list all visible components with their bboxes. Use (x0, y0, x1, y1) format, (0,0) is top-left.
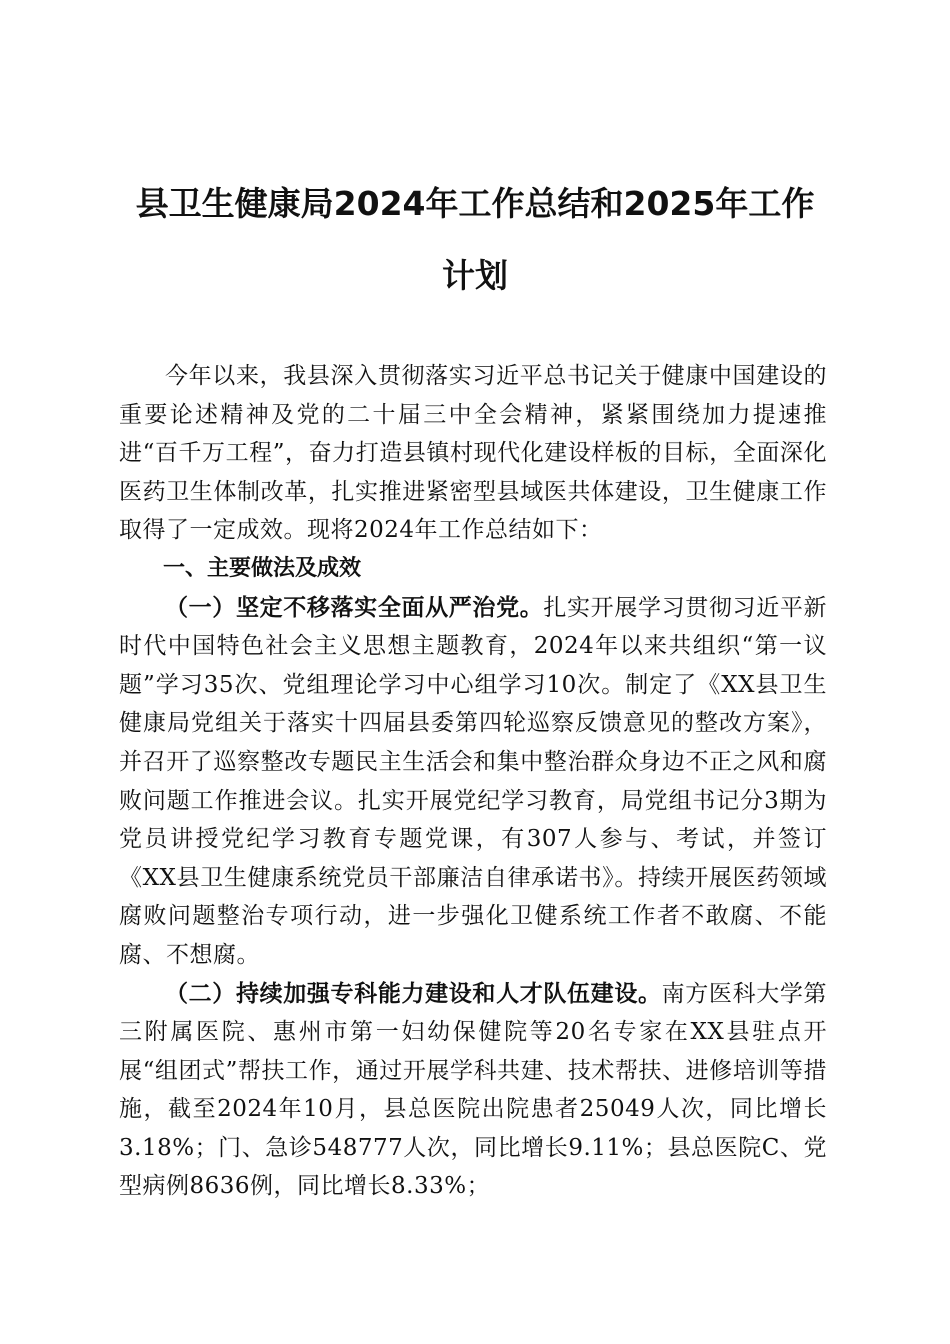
paragraph-item-2 (119, 975, 827, 1207)
intro-paragraph: 今年以来，我县深入贯彻落实习近平总书记关于健康中国建设的重要论述精神及党的二十届三中全会精神，紧紧围绕加力提速推进“百千万工程”，奋力打造县镇村现代化建设样板的目标，全面深化医药卫生体制改革，扎实推进紧密型县域医共体建设，卫生健康工作取得了一定成效。现将2024年工作总结如下： (119, 363, 827, 544)
item-2-lead: （二）持续加强专科能力建设和人才队伍建设。 (165, 980, 662, 1007)
item-1-lead: （一）坚定不移落实全面从严治党。 (165, 594, 544, 621)
section-heading-1: 一、主要做法及成效 (163, 555, 362, 581)
item-2-body: 南方医科大学第三附属医院、惠州市第一妇幼保健院等20名专家在XX县驻点开展“组团式”帮扶工作，通过开展学科共建、技术帮扶、进修培训等措施，截至2024年10月，县总医院出院患者25049人次，同比增长3.18%；门、急诊548777人次，同比增长9.11%；县总医院C、党型病例8636例，同比增长8.33%； (119, 980, 828, 1200)
title-line-2: 计划 (442, 256, 508, 295)
paragraph-item-1 (119, 589, 827, 975)
item-1-body: 扎实开展学习贯彻习近平新时代中国特色社会主义思想主题教育，2024年以来共组织“第一议题”学习35次、党组理论学习中心组学习10次。制定了《XX县卫生健康局党组关于落实十四届县委第四轮巡察反馈意见的整改方案》，并召开了巡察整改专题民主生活会和集中整治群众身边不正之风和腐败问题工作推进会议。扎实开展党纪学习教育，局党组书记分3期为党员讲授党纪学习教育专题党课，有307人参与、考试，并签订《XX县卫生健康系统党员干部廉洁自律承诺书》。持续开展医药领域腐败问题整治专项行动，进一步强化卫健系统工作者不敢腐、不能腐、不想腐。 (119, 594, 828, 968)
title-line-1: 县卫生健康局2024年工作总结和2025年工作 (135, 184, 815, 223)
document-body (119, 357, 827, 1206)
document-title (110, 168, 840, 312)
